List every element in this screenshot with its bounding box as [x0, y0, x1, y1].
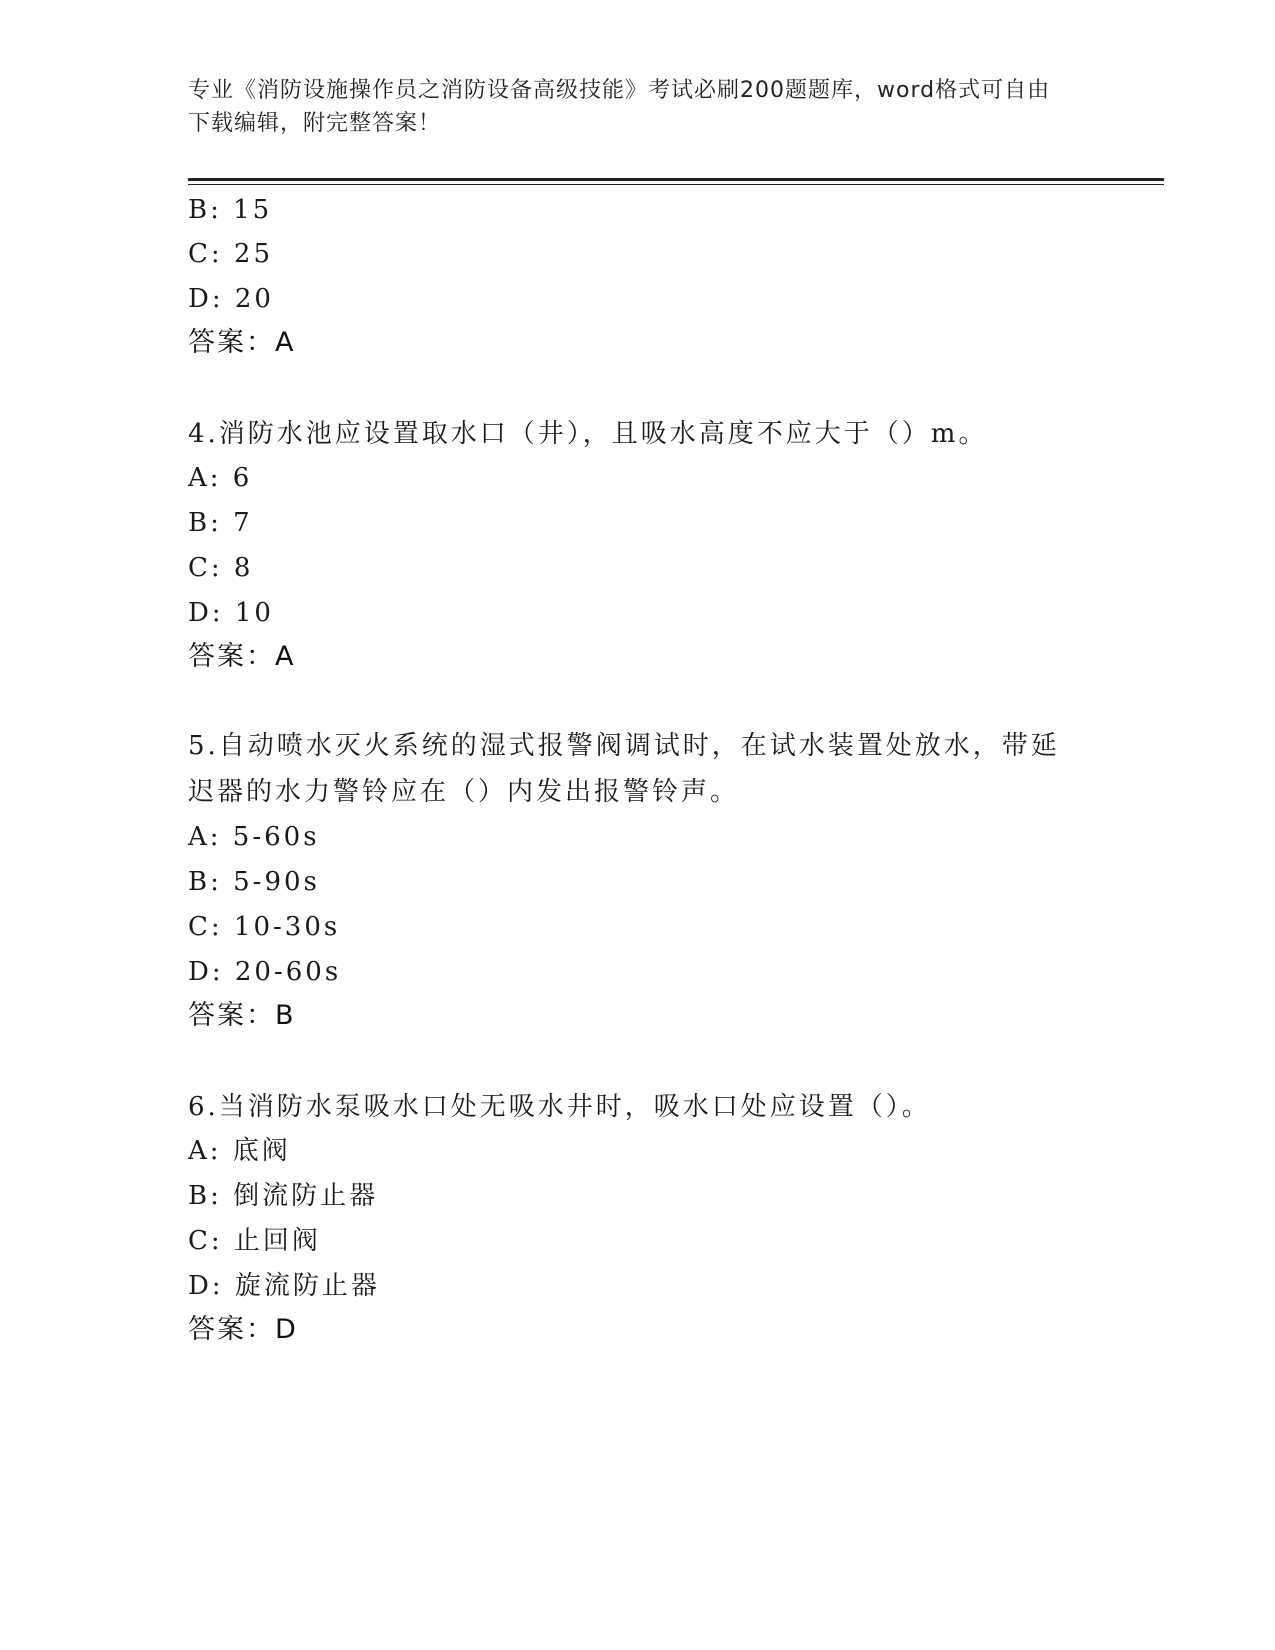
- q6-answer: 答案：D: [188, 1314, 298, 1345]
- header-divider-thin: [188, 184, 1164, 185]
- q5-option-b: B: 5-90s: [188, 867, 320, 897]
- q6-option-d: D: 旋流防止器: [188, 1271, 380, 1301]
- q5-option-d: D: 20-60s: [188, 957, 342, 987]
- q3-option-d: D: 20: [188, 284, 274, 314]
- q6-option-c: C: 止回阀: [188, 1226, 321, 1256]
- q5-option-a: A: 5-60s: [188, 822, 320, 852]
- document-header: 专业《消防设施操作员之消防设备高级技能》考试必刷200题题库，word格式可自由下载编辑，附完整答案！: [188, 78, 1051, 136]
- q5-option-c: C: 10-30s: [188, 912, 341, 942]
- q4-option-c: C: 8: [188, 553, 254, 583]
- q4-stem: 4.消防水池应设置取水口（井），且吸水高度不应大于（）m。: [188, 419, 988, 449]
- q6-option-a: A: 底阀: [188, 1136, 291, 1166]
- q4-option-a: A: 6: [188, 463, 253, 493]
- q4-option-b: B: 7: [188, 508, 253, 538]
- q5-answer: 答案：B: [188, 1000, 296, 1031]
- q4-answer: 答案：A: [188, 641, 296, 672]
- header-divider-thick: [188, 178, 1164, 181]
- q6-stem: 6.当消防水泵吸水口处无吸水井时，吸水口处应设置（）。: [188, 1092, 931, 1122]
- q5-stem: 5.自动喷水灭火系统的湿式报警阀调试时，在试水装置处放水，带延迟器的水力警铃应在（）内发出报警铃声。: [188, 731, 1060, 807]
- q3-option-b: B: 15: [188, 195, 273, 225]
- q6-option-b: B: 倒流防止器: [188, 1181, 379, 1211]
- q3-option-c: C: 25: [188, 239, 274, 269]
- q3-answer: 答案：A: [188, 327, 296, 358]
- q4-option-d: D: 10: [188, 598, 274, 628]
